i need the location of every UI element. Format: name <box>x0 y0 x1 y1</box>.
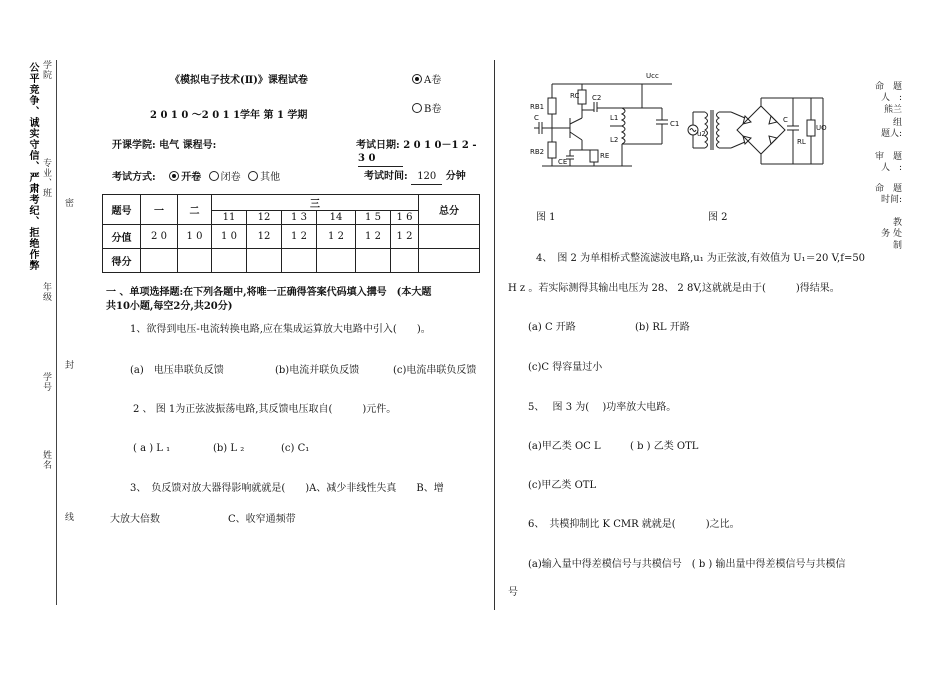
question-6: 6、 共模抑制比 K CMR 就就是( )之比。 <box>528 519 740 530</box>
exam-date-day: 3 0 <box>358 153 403 167</box>
fig2-label-c: C <box>783 116 788 124</box>
table-got-cell[interactable] <box>356 249 391 273</box>
table-header-total: 总分 <box>419 195 480 225</box>
figure-1-caption: 图 1 <box>536 212 556 223</box>
fig1-label-re: RE <box>600 152 610 160</box>
table-got-cell[interactable] <box>247 249 282 273</box>
table-got-cell[interactable] <box>212 249 247 273</box>
fig2-label-uo: UO <box>816 124 827 132</box>
fig1-label-ucc: Ucc <box>646 72 659 80</box>
q4-option-a: (a) C 开路 <box>528 322 576 333</box>
table-score-cell: 2 0 <box>141 225 178 249</box>
table-got-cell[interactable] <box>391 249 419 273</box>
table-score-cell: 12 <box>247 225 282 249</box>
radio-unchecked-icon <box>412 103 422 113</box>
binding-name: 姓名 <box>41 450 51 470</box>
fig1-label-c2: C2 <box>592 94 602 102</box>
binding-pledge: 公平竞争、诚实守信、严肃考纪、拒绝作弊 <box>27 62 38 271</box>
table-sub-number: 1 3 <box>282 211 317 225</box>
q2-option-b: (b) L ₂ <box>213 443 245 454</box>
binding-major: 专业、班 <box>41 158 51 198</box>
section1-heading: 一 、单项选择题:在下列各题中,将唯一正确得答案代码填入搆号 (本大题 <box>106 287 432 298</box>
fig1-label-rc: RC <box>570 92 580 100</box>
fig1-label-c1: C1 <box>670 120 680 128</box>
question-3: 3、 负反馈对放大器得影响就就是( )A、减少非线性失真 B、增 <box>130 483 444 494</box>
table-row-score-label: 分值 <box>103 225 141 249</box>
table-header-number: 题号 <box>103 195 141 225</box>
fig1-label-rb2: RB2 <box>530 148 545 156</box>
question-1: 1、欲得到电压-电流转换电路,应在集成运算放大电路中引入( )。 <box>130 324 431 335</box>
q4-option-b: (b) RL 开路 <box>635 322 690 333</box>
figure-2-circuit <box>683 92 833 172</box>
q2-option-c: (c) C₁ <box>281 443 310 454</box>
binding-mi: 密 <box>63 198 73 208</box>
table-score-cell: 1 0 <box>178 225 212 249</box>
radio-checked-icon <box>412 74 422 84</box>
table-sub-number: 1 6 <box>391 211 419 225</box>
q4-option-c: (c)C 得容量过小 <box>528 362 603 373</box>
q3-option-c: C、收窄通频带 <box>228 514 296 525</box>
college-course-label: 开课学院: 电气 课程号: <box>112 140 217 151</box>
question-3-line2: 大放大倍数 <box>110 514 160 525</box>
table-got-cell[interactable] <box>317 249 356 273</box>
question-2: 2 、 图 1为正弦波振荡电路,其反馈电压取自( )元件。 <box>133 404 397 415</box>
section1-heading-2: 共10小题,每空2分,共20分) <box>106 301 233 312</box>
binding-college: 学院 <box>41 60 51 80</box>
table-got-cell[interactable] <box>419 249 480 273</box>
fig1-label-l2: L2 <box>610 136 619 144</box>
exam-time: 考试时间: 120 分钟 <box>364 171 466 185</box>
table-got-cell[interactable] <box>282 249 317 273</box>
rail-group: 组 题人: <box>880 118 902 140</box>
q1-option-c: (c)电流串联负反馈 <box>393 365 477 376</box>
question-4: 4、 图 2 为单相桥式整流滤波电路,u₁ 为正弦波,有效值为 U₁＝20 V,f=50 <box>536 253 866 264</box>
mode-other-option[interactable]: 其他 <box>248 172 280 183</box>
term: 2 0 1 0 ～2 0 1 1学年 第 1 学期 <box>150 110 308 121</box>
version-a-option[interactable]: A卷 <box>412 74 441 88</box>
exam-title: 《模拟电子技术(Ⅱ)》课程试卷 <box>170 75 308 86</box>
binding-feng: 封 <box>63 360 73 370</box>
table-got-cell[interactable] <box>178 249 212 273</box>
mode-closed-option[interactable]: 闭卷 <box>209 172 241 183</box>
rail-proposer: 命 题 人 : 熊兰 <box>874 82 902 115</box>
q5-option-b: ( b ) 乙类 OTL <box>630 441 699 452</box>
table-sub-number: 11 <box>212 211 247 225</box>
table-got-cell[interactable] <box>141 249 178 273</box>
table-row-got-label: 得分 <box>103 249 141 273</box>
table-sub-number: 14 <box>317 211 356 225</box>
table-header-section-3: 三 <box>212 195 419 211</box>
table-score-cell: 1 2 <box>317 225 356 249</box>
table-score-cell: 1 2 <box>356 225 391 249</box>
radio-unchecked-icon <box>209 171 219 181</box>
fig1-label-rb1: RB1 <box>530 103 545 111</box>
q1-option-a: (a) 电压串联负反馈 <box>130 365 224 376</box>
binding-grade: 年级 <box>41 282 51 302</box>
radio-checked-icon <box>169 171 179 181</box>
exam-mode: 考试方式: 开卷 闭卷 其他 <box>112 172 281 183</box>
q6-option-a-line2: 号 <box>508 587 518 598</box>
table-header-section-1: 一 <box>141 195 178 225</box>
fig2-label-rl: RL <box>797 138 806 146</box>
table-header-section-2: 二 <box>178 195 212 225</box>
rail-reviewer: 审 题 人 : <box>874 152 902 174</box>
figure-2-caption: 图 2 <box>708 212 728 223</box>
binding-line <box>56 60 57 605</box>
fig2-label-u2: u2 <box>697 130 706 138</box>
version-b-option[interactable]: B卷 <box>412 103 441 117</box>
mode-open-option[interactable]: 开卷 <box>169 172 201 183</box>
rail-time: 命 题 时间: <box>874 184 902 206</box>
fig1-label-c: C <box>534 114 539 122</box>
exam-date: 考试日期: 2 0 1 0－1 2 - <box>356 140 477 151</box>
binding-xian: 线 <box>63 512 73 522</box>
question-4-line2: H z 。若实际测得其输出电压为 28、 2 8V,这就就是由于( )得结果。 <box>508 283 840 294</box>
table-sub-number: 1 5 <box>356 211 391 225</box>
column-divider <box>494 60 495 610</box>
q5-option-a: (a)甲乙类 OC L <box>528 441 601 452</box>
q1-option-b: (b)电流并联负反馈 <box>275 365 360 376</box>
binding-student-id: 学号 <box>41 372 51 392</box>
radio-unchecked-icon <box>248 171 258 181</box>
table-score-cell-total <box>419 225 480 249</box>
figure-1-circuit <box>522 62 682 174</box>
q5-option-c: (c)甲乙类 OTL <box>528 480 597 491</box>
table-score-cell: 1 2 <box>391 225 419 249</box>
fig1-label-l1: L1 <box>610 114 619 122</box>
table-sub-number: 12 <box>247 211 282 225</box>
table-score-cell: 1 0 <box>212 225 247 249</box>
question-5: 5、 图 3 为( )功率放大电路。 <box>528 402 677 413</box>
fig1-label-ce: CE <box>558 158 568 166</box>
score-table <box>102 194 480 273</box>
rail-office: 教 务 处 制 <box>881 218 902 251</box>
table-score-cell: 1 2 <box>282 225 317 249</box>
q2-option-a: ( a ) L ₁ <box>133 443 171 454</box>
q6-option-a: (a)输入量中得差模信号与共模信号 ( b ) 输出量中得差模信号与共模信 <box>528 559 846 570</box>
